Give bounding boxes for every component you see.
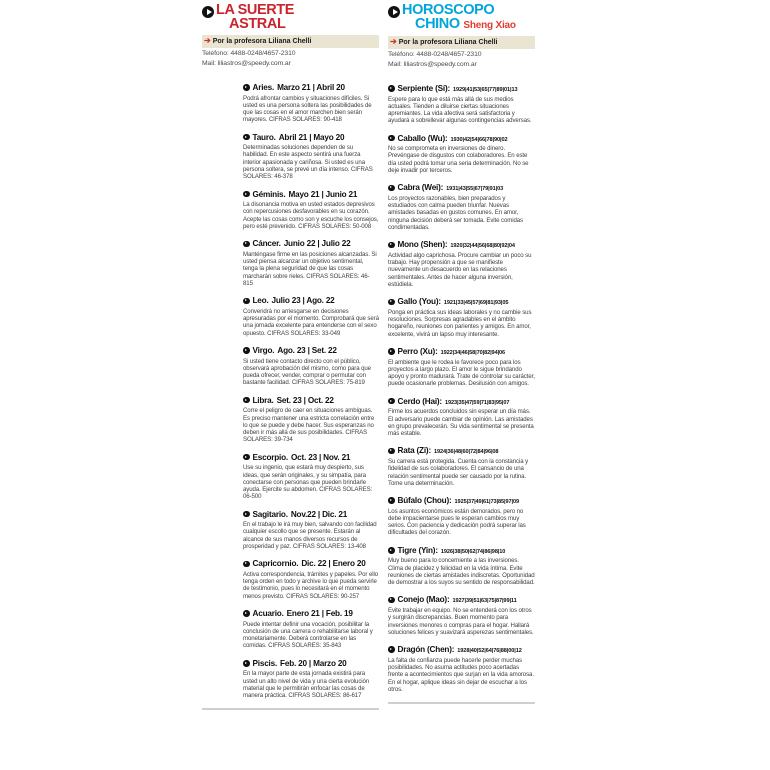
entry-header	[243, 609, 379, 618]
entry-header	[388, 397, 535, 406]
entry-text: Espere para lo que está más allá de sus medios actuales. Tienden a diluirse ciertas situaciones apremiantes. La vida afectiva será satisfactoria y ayudará a sobrellevar algunas contingencias adversas.	[388, 95, 532, 125]
column-suerte-astral	[202, 4, 379, 710]
entry-dates: Feb. 20 | Marzo 20	[280, 658, 347, 668]
entry-header	[388, 297, 535, 306]
entry-year-numbers: 1926|38|50|62|74|86|98|10	[440, 548, 506, 555]
entry-header	[243, 659, 379, 668]
entry-text: Firme los acuerdos concluidos sin esperar un día más. El adversario puede cambiar de opinión. Las amistades en grupo prevalecerán. Su vida sentimental se presenta más estable.	[388, 408, 534, 438]
entry-bullet-icon	[243, 454, 250, 461]
entry-text: Use su ingenio, que estará muy despierto, sus ideas, que serán originales, y su simpatía, para conectarse con personas que pueden brindarle ayuda. Ejercite su abdomen. CIFRAS SOLARES: 06-500	[243, 464, 373, 501]
entry-text: Puede intentar definir una vocación, posibilitar la conclusión de una carrera o rehabilitarse laboral y monetariamente. Deberá controlarse en las comidas. CIFRAS SOLARES: 35-843	[243, 620, 373, 650]
entry-text: Su carrera está protegida. Cuenta con la constancia y fidelidad de sus colaboradores. El cansancio de una relación sentimental puede ser causado por la rutina. Tome una determinación.	[388, 457, 529, 487]
horoscope-entry	[388, 84, 535, 125]
entry-sign: Dragón (Chen):	[397, 645, 455, 655]
entry-bullet-icon	[243, 511, 250, 518]
title-line-1: HOROSCOPO	[402, 2, 495, 18]
entry-sign: Escorpio.	[252, 452, 289, 462]
horoscope-entry	[243, 83, 379, 124]
mail-line: Mail: liliastros@speedy.com.ar	[388, 61, 477, 68]
page-title-left	[216, 4, 294, 31]
entry-bullet-icon	[388, 448, 395, 455]
right-column-title	[388, 4, 535, 32]
entry-text: Determinadas soluciones dependen de su habilidad. En este aspecto sentirá una fuerza interior apasionada y cariñosa. Si usted es una persona soltera, se prevé un día intenso. CIFRAS SOLARES: 46-378	[243, 144, 373, 181]
entry-text: Actividad algo caprichosa. Procure cambiar un poco su trabajo. Hay propensión a que se manifieste nuevamente un desacuerdo en las relaciones sentimentales. Antes de hacer alguna inversión, estúdiela.	[388, 251, 532, 289]
entry-text: En el trabajo le irá muy bien, salvando con facilidad cualquier escollo que se presente. Estarán al alcance de sus manos diversos recursos de prosperidad y paz. CIFRAS SOLARES: 13-408	[243, 521, 377, 551]
horoscope-entry	[388, 496, 535, 537]
entry-text: Podrá afrontar cambios y situaciones difíciles. Si usted es una persona soltera las posibilidades de que las cosas en el amor marchen bien serán mayores. CIFRAS SOLARES: 90-418	[243, 94, 372, 124]
entry-header	[388, 134, 535, 143]
entry-text: La disonancia motiva en usted estados depresivos con repercusiones desfavorables en su corazón. Acepte las cosas como son y escuche los consejos, pero esté prevenido. CIFRAS SOLARES: 50-008	[243, 201, 379, 231]
entry-sign: Sagitario.	[252, 509, 288, 519]
entry-header	[388, 347, 535, 356]
entry-sign: Serpiente (Sí):	[397, 84, 451, 93]
title-line-2: CHINO Sheng Xiao	[415, 15, 516, 32]
entry-bullet-icon	[243, 561, 250, 568]
horoscope-entry	[388, 645, 535, 693]
entry-sign: Búfalo (Chou):	[397, 496, 452, 506]
entry-header	[388, 240, 535, 249]
horoscope-entry	[388, 297, 535, 338]
entry-year-numbers: 1922|34|46|58|70|82|94|06	[440, 350, 506, 357]
entry-bullet-icon	[243, 84, 250, 91]
entry-year-numbers: 1930|42|54|66|78|90|02	[450, 136, 508, 143]
entry-bullet-icon	[388, 398, 395, 405]
entry-text: La falta de confianza puede hacerle perder muchas posibilidades. No asuma actitudes poco acertadas frente a acontecimientos que surjan en la vida amorosa. En el hogar, aplique ideas sin dejar de escuchar a los otros.	[388, 656, 534, 693]
play-circle-icon	[388, 6, 400, 18]
entry-dates: Set. 23 | Oct. 22	[276, 395, 334, 405]
entry-dates: Julio 23 | Ago. 22	[271, 296, 335, 306]
entry-year-numbers: 1921|33|45|57|69|81|93|05	[443, 300, 509, 307]
entry-sign: Mono (Shen):	[397, 240, 448, 250]
entry-dates: Enero 21 | Feb. 19	[286, 609, 353, 619]
entry-sign: Rata (Zi):	[397, 446, 431, 456]
entry-header	[243, 239, 379, 248]
byline-right	[388, 36, 535, 49]
column-horoscopo-chino	[388, 4, 535, 704]
entry-dates: Oct. 23 | Nov. 21	[291, 452, 351, 462]
horoscope-entry	[243, 133, 379, 181]
entry-header	[388, 183, 535, 192]
entry-bullet-icon	[388, 597, 395, 604]
horoscope-entry	[388, 446, 535, 487]
entry-sign: Cerdo (Hai):	[397, 396, 442, 406]
entry-header	[243, 133, 379, 142]
column-bottom-rule	[388, 702, 535, 704]
entry-header	[388, 496, 535, 505]
horoscope-entry	[243, 609, 379, 650]
entry-sign: Conejo (Mao):	[397, 595, 450, 605]
entry-dates: Junio 22 | Julio 22	[283, 239, 351, 249]
entry-sign: Cabra (Wei):	[397, 183, 444, 193]
entry-sign: Gallo (You):	[397, 297, 441, 307]
horoscope-entry	[243, 396, 379, 444]
title-subtitle: Sheng Xiao	[463, 19, 516, 31]
entry-bullet-icon	[388, 348, 395, 355]
entry-bullet-icon	[388, 646, 395, 653]
entry-header	[243, 296, 379, 305]
entry-text: Los proyectos razonables, bien preparados y estudiados con calma pueden triunfar. Nuevas amistades basadas en gustos comunes. En amor, ninguna decisión deberá ser tomada. Evite comidas condimentadas.	[388, 194, 524, 232]
horoscope-entry	[243, 510, 379, 551]
entry-sign: Caballo (Wu):	[397, 133, 448, 143]
entry-sign: Acuario.	[252, 609, 284, 619]
astral-entries-list	[243, 83, 379, 699]
entry-header	[243, 396, 379, 405]
entry-header	[388, 595, 535, 604]
entry-sign: Tigre (Yin):	[397, 545, 438, 555]
horoscope-entry	[243, 453, 379, 501]
entry-year-numbers: 1920|32|44|56|68|80|92|04	[450, 243, 515, 250]
entry-bullet-icon	[388, 547, 395, 554]
entry-bullet-icon	[243, 660, 250, 667]
horoscope-entry	[388, 546, 535, 587]
entry-text: Ponga en práctica sus ideas laborales y no cambie sus resoluciones. Sorpresas agradables en el ámbito hogareño, reuniones con parientes y amigos. En amor, excelente, vivirá un lapso muy interesante.	[388, 308, 532, 338]
entry-sign: Aries.	[252, 83, 275, 92]
entry-header	[388, 546, 535, 555]
entry-text: Evite trabajar en equipo. No se entenderá con los otros y surgirán discrepancias. Buen momento para inversiones menores o compras para el hogar. Hallará soluciones felices y suavizará asperezas sentimentales.	[388, 606, 534, 636]
entry-sign: Leo.	[252, 296, 269, 306]
entry-dates: Abril 21 | Mayo 20	[278, 132, 345, 142]
entry-dates: Dic. 22 | Enero 20	[301, 559, 366, 569]
entry-header	[243, 83, 379, 92]
entry-header	[243, 453, 379, 462]
entry-header	[388, 645, 535, 654]
entry-header	[243, 346, 379, 355]
horoscope-entry	[243, 239, 379, 287]
entry-sign: Tauro.	[252, 132, 276, 142]
entry-header	[243, 510, 379, 519]
horoscope-entry	[243, 190, 379, 231]
entry-bullet-icon	[388, 242, 395, 249]
entry-dates: Ago. 23 | Set. 22	[277, 346, 337, 356]
entry-year-numbers: 1924|36|48|60|72|84|96|08	[433, 449, 499, 456]
entry-bullet-icon	[243, 241, 250, 248]
entry-year-numbers: 1929|41|53|65|77|89|01|13	[453, 87, 518, 93]
entry-text: Activa correspondencia, trámites y papeles. Por ello tenga orden en todo y archive lo que pueda servirle de testimonio, pues lo necesitará en el momento menos previsto. CIFRAS SOLARES: 90-257	[243, 570, 379, 600]
entry-bullet-icon	[388, 135, 395, 142]
horoscope-entry	[388, 397, 535, 438]
title-line-2: ASTRAL	[229, 15, 286, 32]
entry-header	[388, 446, 535, 455]
entry-header	[243, 559, 379, 568]
entry-bullet-icon	[243, 610, 250, 617]
entry-bullet-icon	[243, 134, 250, 141]
horoscope-entry	[388, 347, 535, 388]
entry-text: En la mayor parte de esta jornada existirá para usted un alto nivel de vida y una cierta evolución material que le permitirán enfocar las cosas de manera práctica. CIFRAS SOLARES: 86-617	[243, 670, 370, 700]
column-bottom-rule	[202, 708, 379, 710]
entry-bullet-icon	[243, 298, 250, 305]
horoscope-entry	[243, 559, 379, 600]
phone-line: Teléfono: 4488-0248/4657-2310	[202, 50, 296, 57]
phone-line: Teléfono: 4488-0248/4657-2310	[388, 51, 482, 58]
title-line-1: LA SUERTE	[216, 2, 295, 18]
chino-entries-list	[388, 84, 535, 693]
entry-header	[243, 190, 379, 199]
entry-year-numbers: 1928|40|52|64|76|88|00|12	[457, 648, 522, 655]
horoscope-entry	[243, 659, 379, 700]
page-title-right	[402, 4, 516, 32]
entry-header	[388, 84, 535, 93]
entry-text: Si usted tiene contacto directo con el público, observará aprobación del mismo, como para que pueda ofrecer, vender, comprar o permutar con bastante facilidad. CIFRAS SOLARES: 75-819	[243, 357, 371, 387]
entry-text: Los asuntos económicos están demorados, pero no debe impacientarse pues le esperan cambios muy serios. Con paciencia y dedicación podrá superar las dificultades del corazón.	[388, 507, 526, 537]
entry-dates: Marzo 21 | Abril 20	[277, 83, 345, 92]
entry-year-numbers: 1931|43|55|67|79|91|03	[446, 186, 504, 193]
entry-text: El ambiente que le rodea le favorece poco para los proyectos a largo plazo. El amor le sigue brindando apoyo y pronto madurará. Trate de controlar su carácter, puede ocasionarle problemas. Desilusión con amigos.	[388, 358, 535, 388]
left-column-title	[202, 4, 379, 31]
arrow-icon: ➔	[390, 37, 397, 46]
horoscope-entry	[388, 183, 535, 231]
mail-line: Mail: liliastros@speedy.com.ar	[202, 60, 291, 67]
entry-bullet-icon	[388, 185, 395, 192]
entry-text: Corre el peligro de caer en situaciones ambiguas. Es preciso mantener una estricta correlación entre lo que se puede y debe hacer. Sus esperanzas no deben ir más allá de sus posibilidades. CIFRAS SOLARES: 39-734	[243, 407, 375, 444]
horoscope-entry	[243, 296, 379, 337]
entry-year-numbers: 1927|39|51|63|75|87|99|11	[452, 598, 517, 605]
horoscope-entry	[388, 134, 535, 175]
entry-bullet-icon	[243, 191, 250, 198]
byline-left	[202, 35, 379, 48]
entry-text: No se comprometa en inversiones de dinero. Prevéngase de disgustos con colaboradores. En este día usted podrá tomar una seria determinación. No se deje invadir por terceros.	[388, 145, 529, 175]
horoscope-entry	[388, 240, 535, 288]
entry-sign: Perro (Xu):	[397, 347, 438, 357]
horoscope-entry	[388, 595, 535, 636]
entry-bullet-icon	[388, 497, 395, 504]
horoscope-entry	[243, 346, 379, 387]
entry-dates: Nov.22 | Dic. 21	[290, 509, 348, 519]
entry-year-numbers: 1925|37|49|61|73|85|97|09	[454, 499, 520, 506]
entry-sign: Libra.	[252, 395, 274, 405]
play-circle-icon	[202, 6, 214, 18]
entry-sign: Piscis.	[252, 658, 278, 668]
entry-bullet-icon	[388, 85, 395, 92]
entry-text: Muy bueno para lo concerniente a las inversiones. Clima de placidez y felicidad en la vida íntima. Evite reuniones de ciertas amistades indiscretas. Oportunidad de demostrar a los suyos su sentido de responsabilidad.	[388, 557, 535, 587]
byline-text: Por la profesora Liliana Chelli	[212, 38, 312, 45]
entry-sign: Virgo.	[252, 346, 275, 356]
entry-sign: Géminis.	[252, 189, 286, 199]
entry-text: Manténgase firme en las posiciones alcanzadas. Si usted piensa alcanzar un objetivo sentimental, tenga la plena seguridad de que las cosas marcharán sobre rieles. CIFRAS SOLARES: 46-815	[243, 250, 377, 288]
entry-dates: Mayo 21 | Junio 21	[288, 189, 358, 199]
byline-text: Por la profesora Liliana Chelli	[398, 39, 498, 46]
entry-text: Convendrá no arriesgarse en decisiones apresuradas por el momento. Comprobará que será una jornada excelente para entenderse con el sexo opuesto. CIFRAS SOLARES: 33-049	[243, 307, 379, 337]
entry-sign: Capricornio.	[252, 559, 299, 569]
entry-year-numbers: 1923|35|47|59|71|83|95|07	[444, 399, 510, 406]
entry-bullet-icon	[388, 299, 395, 306]
entry-bullet-icon	[243, 397, 250, 404]
entry-sign: Cáncer.	[252, 239, 281, 249]
entry-bullet-icon	[243, 347, 250, 354]
arrow-icon: ➔	[204, 36, 211, 45]
